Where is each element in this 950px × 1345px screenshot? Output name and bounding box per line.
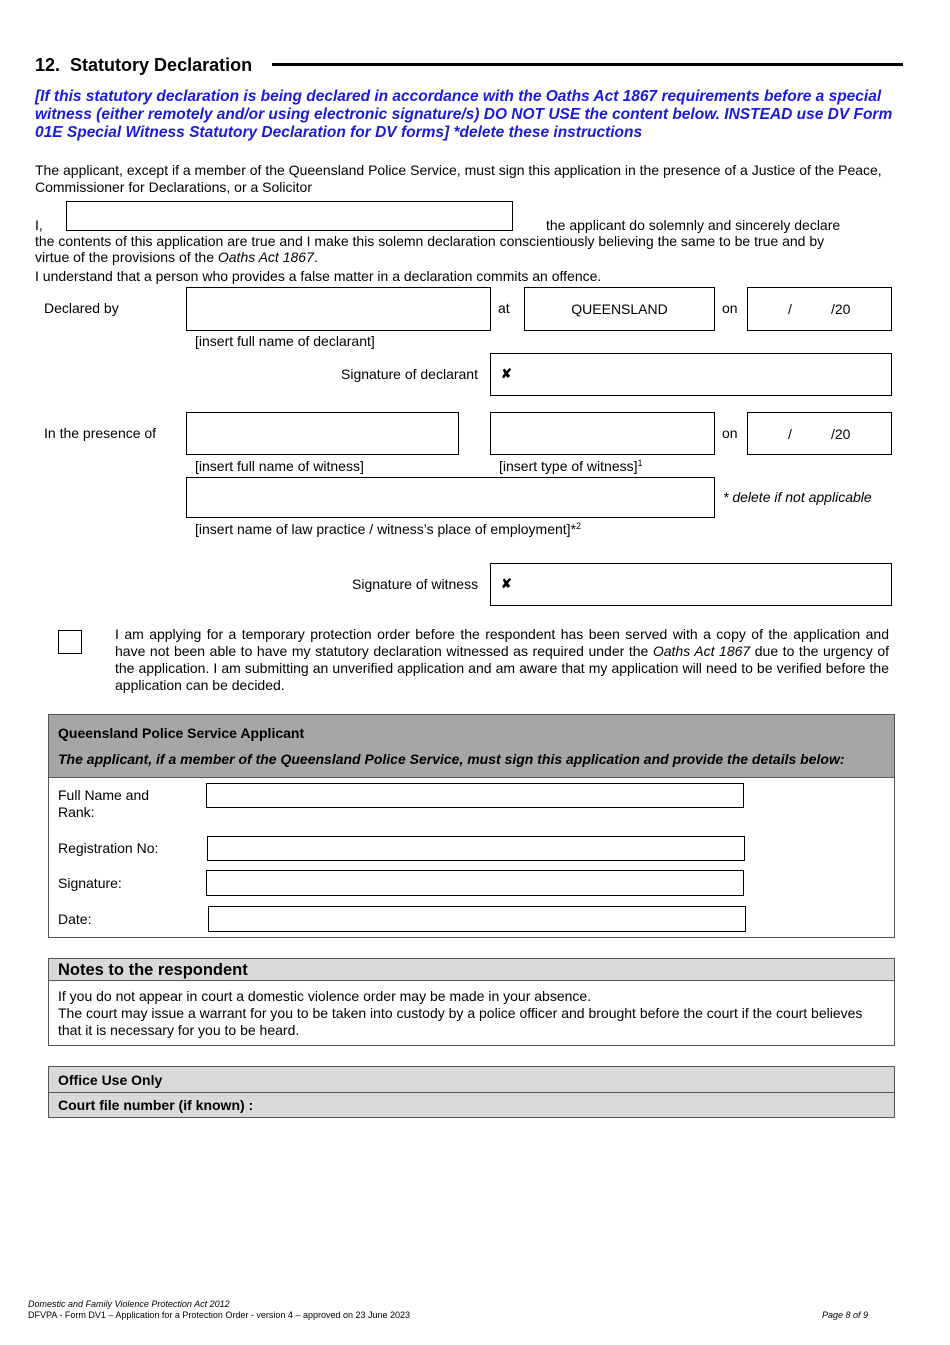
notes-title: Notes to the respondent (58, 961, 248, 979)
qps-subtitle: The applicant, if a member of the Queensland Police Service, must sign this application and provide the details below: (58, 751, 845, 767)
witness-type-input[interactable] (490, 412, 715, 455)
urgent-application-checkbox[interactable] (58, 630, 82, 654)
declaration-after-name: the applicant do solemnly and sincerely declare (546, 217, 841, 233)
notes-body (48, 980, 895, 1046)
presence-on-label: on (722, 425, 738, 441)
qps-signature-input[interactable] (206, 870, 744, 896)
footnote-2: 2 (576, 521, 582, 531)
oaths-act-reference: Oaths Act 1867 (217, 249, 314, 265)
declared-date-field[interactable] (747, 287, 892, 331)
footer-act: Domestic and Family Violence Protection Act 2012 (28, 1299, 230, 1309)
heading-rule (272, 63, 903, 66)
qps-signature-label: Signature: (58, 875, 122, 891)
footer-form: DFVPA - Form DV1 – Application for a Protection Order - version 4 – approved on 23 June 2023 (28, 1310, 411, 1320)
witness-name-caption: [insert full name of witness] (195, 458, 364, 474)
notes-line-2: The court may issue a warrant for you to be taken into custody by a police officer and brought before the court if the court believes that it is necessary for you to be heard. (58, 1005, 863, 1038)
court-file-label: Court file number (if known) : (58, 1097, 254, 1113)
at-label: at (498, 300, 510, 316)
qps-applicant-header (48, 714, 895, 778)
declaration-i-label: I, (35, 217, 43, 233)
qps-full-name-label: Full Name and Rank: (58, 787, 150, 820)
date-year-prefix: /20 (831, 425, 851, 442)
witness-signature-label: Signature of witness (352, 576, 479, 592)
declaration-line-3: virtue of the provisions of the Oaths Act 1867. (35, 249, 318, 265)
footer-page-number: Page 8 of 9 (822, 1310, 869, 1320)
special-witness-instructions: [If this statutory declaration is being declared in accordance with the Oaths Act 1867 requirements before a special witness (either remotely and/or using electronic signature/s) DO NOT USE the content below. INSTEAD use DV Form 01E Special Witness Statutory Declaration for DV forms] *delete these instructions (35, 88, 893, 141)
footnote-1: 1 (637, 458, 643, 468)
delete-if-not-applicable-note: * delete if not applicable (723, 489, 872, 505)
notes-header (48, 958, 895, 981)
qps-applicant-fields (48, 778, 895, 938)
date-slash: / (788, 425, 792, 442)
place-field[interactable] (524, 287, 715, 331)
oaths-act-reference: Oaths Act 1867 (652, 643, 751, 659)
intro-paragraph: The applicant, except if a member of the Queensland Police Service, must sign this application in the presence of a Justice of the Peace, Commissioner for Declarations, or a Solicitor (35, 162, 882, 195)
witness-type-caption: [insert type of witness]$^1$ (499, 458, 643, 474)
date-slash: / (788, 301, 792, 317)
applicant-name-input[interactable] (66, 201, 513, 231)
section-heading (35, 54, 252, 76)
qps-registration-input[interactable] (207, 836, 745, 861)
signature-cross-icon: ✘ (501, 575, 512, 591)
qps-registration-label: Registration No: (58, 840, 159, 856)
witness-date-field[interactable] (747, 412, 892, 455)
witness-name-input[interactable] (186, 412, 459, 455)
office-use-header (48, 1066, 895, 1093)
qps-date-label: Date: (58, 911, 92, 927)
place-value: QUEENSLAND (571, 301, 668, 317)
law-practice-input[interactable] (186, 477, 715, 518)
on-label: on (722, 300, 738, 316)
declaration-line-4: I understand that a person who provides a false matter in a declaration commits an offence. (35, 268, 602, 284)
qps-full-name-input[interactable] (206, 783, 744, 808)
office-use-title: Office Use Only (58, 1072, 163, 1088)
signature-cross-icon: ✘ (501, 365, 512, 381)
declarant-signature-label: Signature of declarant (341, 366, 478, 382)
qps-title: Queensland Police Service Applicant (58, 725, 305, 741)
court-file-row (48, 1092, 895, 1118)
date-year-prefix: /20 (831, 301, 851, 317)
notes-line-1: If you do not appear in court a domestic violence order may be made in your absence. (58, 988, 592, 1004)
presence-label: In the presence of (44, 425, 157, 441)
witness-signature-field[interactable] (490, 563, 892, 606)
declarant-name-caption: [insert full name of declarant] (195, 333, 375, 349)
section-title: Statutory Declaration (70, 55, 253, 75)
declarant-signature-field[interactable] (490, 353, 892, 396)
declaration-line-2: the contents of this application are true and I make this solemn declaration conscientiously believing the same to be true and by (35, 233, 825, 249)
law-practice-caption: [insert name of law practice / witness’s place of employment]*$^2$ (195, 521, 582, 537)
declared-by-label: Declared by (44, 300, 119, 316)
urgent-application-text: I am applying for a temporary protection order before the respondent has been served with a copy of the application and have not been able to have my statutory declaration witnessed as required under the Oaths Act 1867 due to the urgency of the application. I am submitting an unverified application and am aware that my application will need to be verified before the application can be decided. (115, 626, 889, 693)
declarant-name-input[interactable] (186, 287, 491, 331)
qps-date-input[interactable] (208, 906, 746, 932)
section-number: 12. (35, 55, 61, 75)
